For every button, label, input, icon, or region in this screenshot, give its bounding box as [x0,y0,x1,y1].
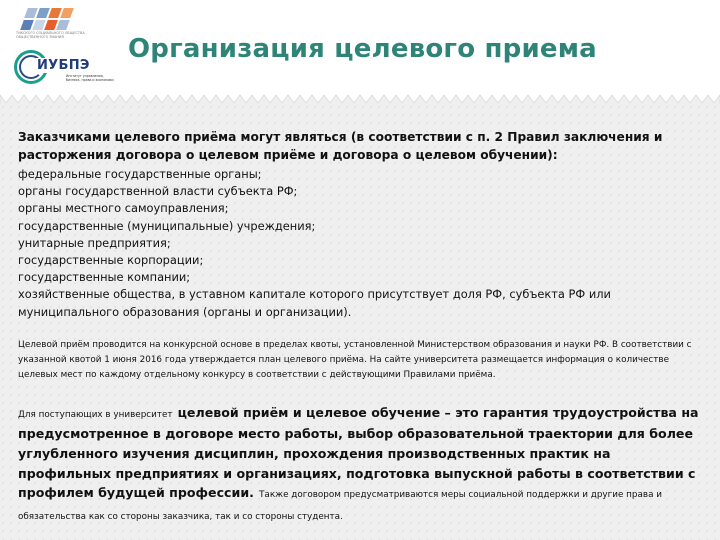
top-logo [16,8,116,42]
list-item: хозяйственные общества, в уставном капитале которого присутствует доля РФ, субъекта РФ или муниципального образования (органы и организации). [18,287,611,319]
logo-fullname: Институт управления, бизнеса, права и экономики [66,74,114,82]
list-item: государственные компании; [18,270,191,285]
benefits-tail: Также договором предусматриваются меры социальной поддержки и другие права и обязательства как со стороны заказчика, так и со стороны студента. [18,490,662,522]
quota-paragraph: Целевой приём проводится на конкурсной основе в пределах квоты, установленной Министерством образования и науки РФ. В соответствии с указанной квотой 1 июня 2016 года утверждается план целевого приёма. На сайте университета размещается информация о количестве целевых мест по каждому отдельному конкурсу в соответствии с действующими Правилами приёма. [18,339,692,380]
list-item: государственные (муниципальные) учреждения; [18,218,316,233]
page-title: Организация целевого приема [128,34,597,64]
benefits-bold: целевой приём и целевое обучение – это гарантия трудоустройства на предусмотренное в договоре место работы, выбор образовательной траектории для более углубленного изучения дисциплин, прохождения производственных практик на профильных предприятиях и организациях, подготовка выпускной работы в соответствии с профилем будущей профессии. [18,404,699,501]
intro-text: Заказчиками целевого приёма могут являться (в соответствии с п. 2 Правил заключения и расторжения договора о целевом приёме и договора о целевом обучении): [18,130,663,162]
logo-abbreviation: ИУБПЭ [37,58,90,73]
text-block [18,128,704,526]
list-item: органы государственной власти субъекта РФ; [18,184,298,199]
logo-tiles-icon [22,8,78,30]
top-logo-tagline: ТИКСКОГО СОЦИАЛЬНОГО ОБЩЕСТВА ОБЩЕСТВЕННОГО ЗНАНИЯ [16,31,85,39]
iubpe-logo [14,48,114,92]
header [0,0,720,94]
benefits-lead: Для поступающих в университет [18,409,173,420]
list-item: федеральные государственные органы; [18,167,262,181]
list-item: унитарные предприятия; [18,235,171,250]
list-item: органы местного самоуправления; [18,201,229,216]
list-item: государственные корпорации; [18,253,204,268]
benefits-paragraph [18,403,704,527]
customers-list [18,166,704,321]
